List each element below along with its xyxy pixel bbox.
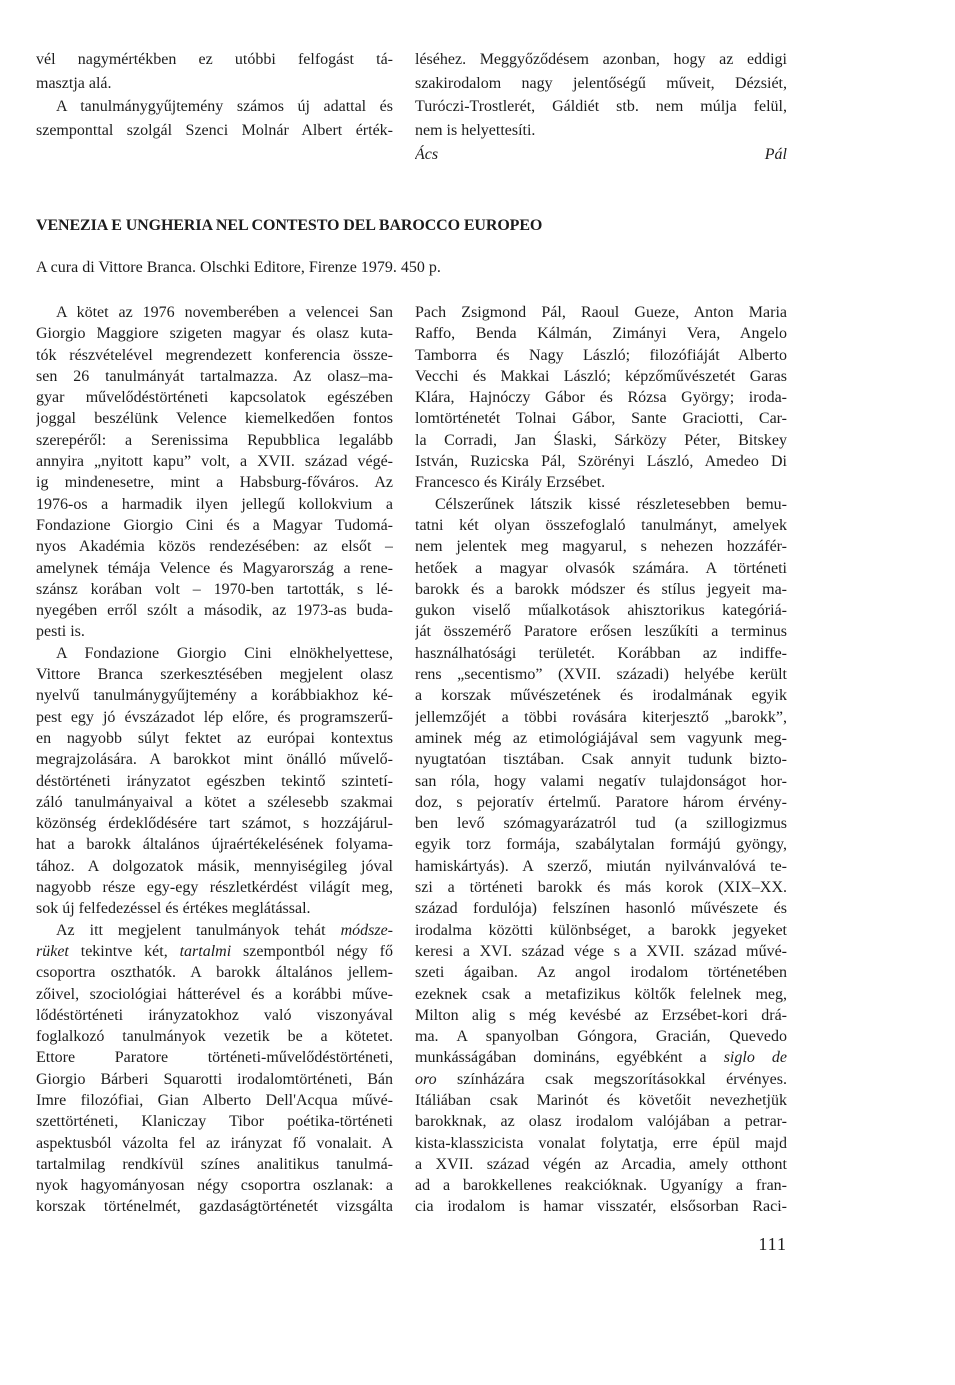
- text-line: joggal beszélünk Velence kiemelkedően fontos: [36, 410, 393, 428]
- text-span: Az itt megjelent tanulmányok tehát: [56, 921, 341, 939]
- review-right-column: [415, 302, 787, 1218]
- text-line: szerepéről: a Serenissima Repubblica legalább: [36, 431, 393, 449]
- page-number: 111: [758, 1234, 787, 1254]
- text-line: gyar művelődéstörténeti kapcsolatok egészében: [36, 389, 393, 407]
- text-line: cia irodalom is hamar visszatér, elsősorban Raci-: [415, 1198, 787, 1216]
- text-line: léséhez. Meggyőződésem azonban, hogy az eddigi: [415, 51, 787, 68]
- text-line: barokk és a barokk módszer és stílus jegyeit ma-: [415, 580, 787, 598]
- text-line: Vecchi és Makkai László; képzőművészetét Garas: [415, 367, 787, 385]
- text-line: Vittore Branca szerkesztésében megjelent olasz: [36, 666, 393, 684]
- text-line: Ettore Paratore történeti-művelődéstörténeti,: [36, 1049, 393, 1067]
- text-line: [36, 920, 393, 941]
- text-line: tartalmilag rendkívül színes analitikus tanulmá-: [36, 1155, 393, 1173]
- paragraph: [415, 302, 787, 494]
- text-span: színházára csak megszorításokkal érvényes.: [436, 1070, 787, 1088]
- text-line: A kötet az 1976 novemberében a velencei San: [56, 304, 393, 321]
- text-line: masztja alá.: [36, 74, 112, 92]
- text-line: Giorgio Maggiore szigeten magyar és olasz kuta-: [36, 325, 393, 343]
- text-line: amelynek témája Velence és Magyarország a rene-: [36, 559, 393, 577]
- text-line: István, Ruzicska Pál, Szörényi László, Amedeo Di: [415, 453, 787, 471]
- paragraph: [36, 302, 393, 643]
- text-line: nem jelentek meg magyarul, s nehezen hozzáfér-: [415, 538, 787, 556]
- text-line: hetőek a magyar olvasók számára. A történeti: [415, 559, 787, 577]
- previous-review-right-text: [415, 48, 787, 143]
- text-line: aspektusból vázolta fel az irányzat fő vonalait. A: [36, 1134, 393, 1152]
- italic-text: rüket: [36, 942, 69, 960]
- paragraph: [36, 95, 393, 142]
- text-line: egyik torz formája, szabálytalan formájú gyöngy,: [415, 836, 787, 854]
- text-line: Pach Zsigmond Pál, Raoul Gueze, Anton Maria: [415, 304, 787, 321]
- text-line: Fondazione Giorgio Cini és a Magyar Tudomá-: [36, 516, 393, 534]
- italic-text: oro: [415, 1070, 437, 1088]
- text-line: annyira „nyitott kapu” volt, a XVII. század végé-: [36, 453, 393, 471]
- text-line: A Fondazione Giorgio Cini elnökhelyettese,: [56, 644, 393, 662]
- text-line: nyos Akadémia közös rendezésében: az elsőt –: [36, 538, 393, 556]
- text-line: nem is helyettesíti.: [415, 122, 536, 140]
- previous-review-right-column: [415, 48, 787, 167]
- text-line: használhatósági területét. Korábban az indiffe-: [415, 644, 787, 662]
- text-span: szempontból négy fő: [231, 942, 393, 960]
- text-span: munkásságában domináns, egyébként a: [415, 1049, 724, 1067]
- text-line: en nagyobb súlyt fektet az európai kontextus: [36, 729, 393, 747]
- text-line: ad a barokkellenes reakcióknak. Ugyanígy a fran-: [415, 1177, 787, 1195]
- text-line: szettörténeti, Klaniczay Tibor poétika-történeti: [36, 1113, 393, 1131]
- paragraph: [36, 920, 393, 1218]
- text-line: [415, 1047, 787, 1068]
- text-line: irodalma közötti különbséget, a barokk jegyeket: [415, 921, 787, 939]
- text-line: nyelvű tanulmánygyűjtemény a korábbiakhoz ké-: [36, 687, 393, 705]
- text-line: szemponttal szolgál Szenci Molnár Albert érték-: [36, 122, 393, 140]
- text-line: csoportra oszthatók. A barokk általános jellem-: [36, 964, 393, 982]
- text-line: ját összemérő Paratore erősen leszűkíti a terminus: [415, 623, 787, 641]
- text-line: Célszerűnek látszik kissé részletesebben bemu-: [435, 495, 787, 513]
- text-line: 1976-os a harmadik ilyen jellegű kollokvium a: [36, 495, 393, 513]
- text-line: század fordulója) felszínen hasonló művészete és: [415, 900, 787, 918]
- text-line: rens „secentismo” (XVII. századi) helyébe került: [415, 666, 787, 684]
- text-line: A tanulmánygyűjtemény számos új adattal és: [56, 98, 393, 116]
- text-line: Milton alig s még kevésbé az Erzsébet-kori drá-: [415, 1006, 787, 1024]
- text-line: ig mindenesetre, mint a Habsburg-főváros. Az: [36, 474, 393, 492]
- previous-review-left-column: [36, 48, 393, 143]
- text-line: Tamborra és Nagy László; filozófiáját Alberto: [415, 346, 787, 364]
- text-line: gukon viselő műalkotások ahisztorikus kategóriá-: [415, 602, 787, 620]
- text-line: la Corradi, Jan Ślaski, Sárközy Péter, Bitskey: [415, 431, 787, 449]
- text-line: zőivel, szociológiai hátterével és a korábbi műve-: [36, 985, 393, 1003]
- text-line: jellemzőjét a többi rovására kiterjesztő „barokk”,: [415, 708, 787, 726]
- review-signature: Ács Pál: [415, 145, 787, 163]
- review-title: VENEZIA E UNGHERIA NEL CONTESTO DEL BAROCCO EUROPEO: [36, 217, 543, 234]
- paragraph: [415, 494, 787, 1218]
- text-line: záló tanulmányaival a kötet a szélesebb szakmai: [36, 793, 393, 811]
- text-line: barokknak, az olasz irodalom valójában a petrar-: [415, 1113, 787, 1131]
- review-left-column: [36, 302, 393, 1218]
- text-line: pest egy jó évszázadot lép előre, és programszerű-: [36, 708, 393, 726]
- text-line: Francesco és Király Erzsébet.: [415, 474, 606, 492]
- paragraph: [36, 48, 393, 95]
- text-line: nyugtatóan tisztában. Csak annyit tudunk bizto-: [415, 751, 787, 769]
- text-line: kista-klasszicista vonalat folytatja, erre épül majd: [415, 1134, 787, 1152]
- text-line: san róla, hogy valami negatív tulajdonságot hor-: [415, 772, 787, 790]
- text-line: nagyobb része egy-egy részletkérdést világít meg,: [36, 879, 393, 897]
- text-line: aminek még az etimológiájával sem vagyunk meg-: [415, 729, 787, 747]
- italic-text: tartalmi: [179, 942, 232, 960]
- bibliographic-line: A cura di Vittore Branca. Olschki Editore, Firenze 1979. 450 p.: [36, 259, 441, 276]
- text-line: lődéstörténeti irányzatokhoz való viszonyával: [36, 1006, 393, 1024]
- italic-text: módsze-: [340, 921, 393, 939]
- text-line: hat a barokk általános újraértékelésének folyama-: [36, 836, 393, 854]
- text-line: a korszak művészetének és irodalmának egyik: [415, 687, 787, 705]
- text-line: pesti is.: [36, 623, 85, 641]
- text-line: tához. A dolgozatok másik, mennyiségileg jóval: [36, 857, 393, 875]
- text-line: nyegében erről szólt a második, az 1973-as buda-: [36, 602, 393, 620]
- italic-text: siglo de: [723, 1049, 787, 1067]
- text-line: keresi a XVI. század vége s a XVII. század művé-: [415, 942, 787, 960]
- text-line: nyok hagyományosan négy csoportra oszlanak: a: [36, 1177, 393, 1195]
- text-line: sen 26 tanulmányát tartalmazza. Az olasz–ma-: [36, 367, 393, 385]
- text-line: foglalkozó tanulmányok vezetik be a kötetet.: [36, 1028, 393, 1046]
- text-line: szánsz korában volt – 1970-ben tartották, s lé-: [36, 580, 393, 598]
- text-line: Turóczi-Trostlerét, Gáldiét stb. nem múlja felül,: [415, 98, 787, 116]
- text-line: szi a történeti barokk és más korok (XIX–XX.: [415, 879, 787, 897]
- text-line: ben levő szómagyarázatról tud (a szillogizmus: [415, 815, 787, 833]
- text-line: doz, s pejoratív értelmű. Paratore három érvény-: [415, 793, 787, 811]
- text-line: közönség érdeklődésére tart számot, s hozzájárul-: [36, 815, 393, 833]
- text-line: ezeknek csak a metafizikus költők felelnek meg,: [415, 985, 787, 1003]
- text-line: hamiskártyás). A szerző, miután nyilvánvalóvá te-: [415, 857, 787, 875]
- text-line: vél nagymértékben ez utóbbi felfogást tá-: [36, 51, 393, 68]
- text-line: [36, 941, 393, 962]
- paragraph: [36, 643, 393, 920]
- text-line: Raffo, Benda Kálmán, Zimányi Vera, Angelo: [415, 325, 787, 343]
- text-line: szeti ágaiban. Az angol irodalom történetében: [415, 964, 787, 982]
- text-line: sok új felfedezéssel és értékes meglátással.: [36, 900, 311, 918]
- text-line: tatni két olyan összefoglaló tanulmányt, amelyek: [415, 516, 787, 534]
- text-line: ma. A spanyolban Góngora, Gracián, Quevedo: [415, 1028, 787, 1046]
- paragraph: [415, 48, 787, 143]
- text-line: Imre filozófiai, Gian Alberto Dell'Acqua művé-: [36, 1091, 393, 1109]
- text-line: szakirodalom nagy jelentőségű műveit, Dézsiét,: [415, 74, 787, 92]
- text-line: a XVII. század végén az Arcadia, amely otthont: [415, 1155, 787, 1173]
- text-line: [415, 1069, 787, 1090]
- text-line: Itáliában csak Marinót és követőit nevezhetjük: [415, 1091, 787, 1109]
- text-line: Giorgio Bárberi Squarotti irodalomtörténeti, Bán: [36, 1070, 393, 1088]
- text-line: tók részvételével megrendezett konferencia össze-: [36, 346, 393, 364]
- text-line: megrajzolására. A barokkot mint önálló művelő-: [36, 751, 393, 769]
- text-line: Klára, Hajnóczy Gábor és Rózsa György; iroda-: [415, 389, 787, 407]
- text-span: tekintve két,: [68, 942, 180, 960]
- text-line: lomtörténetét Tolnai Gábor, Sante Graciotti, Car-: [415, 410, 787, 428]
- text-line: déstörténeti irányzatot egészben tekintő szintetí-: [36, 772, 393, 790]
- text-line: korszak történelmét, gazdaságtörténetét vizsgálta: [36, 1198, 393, 1216]
